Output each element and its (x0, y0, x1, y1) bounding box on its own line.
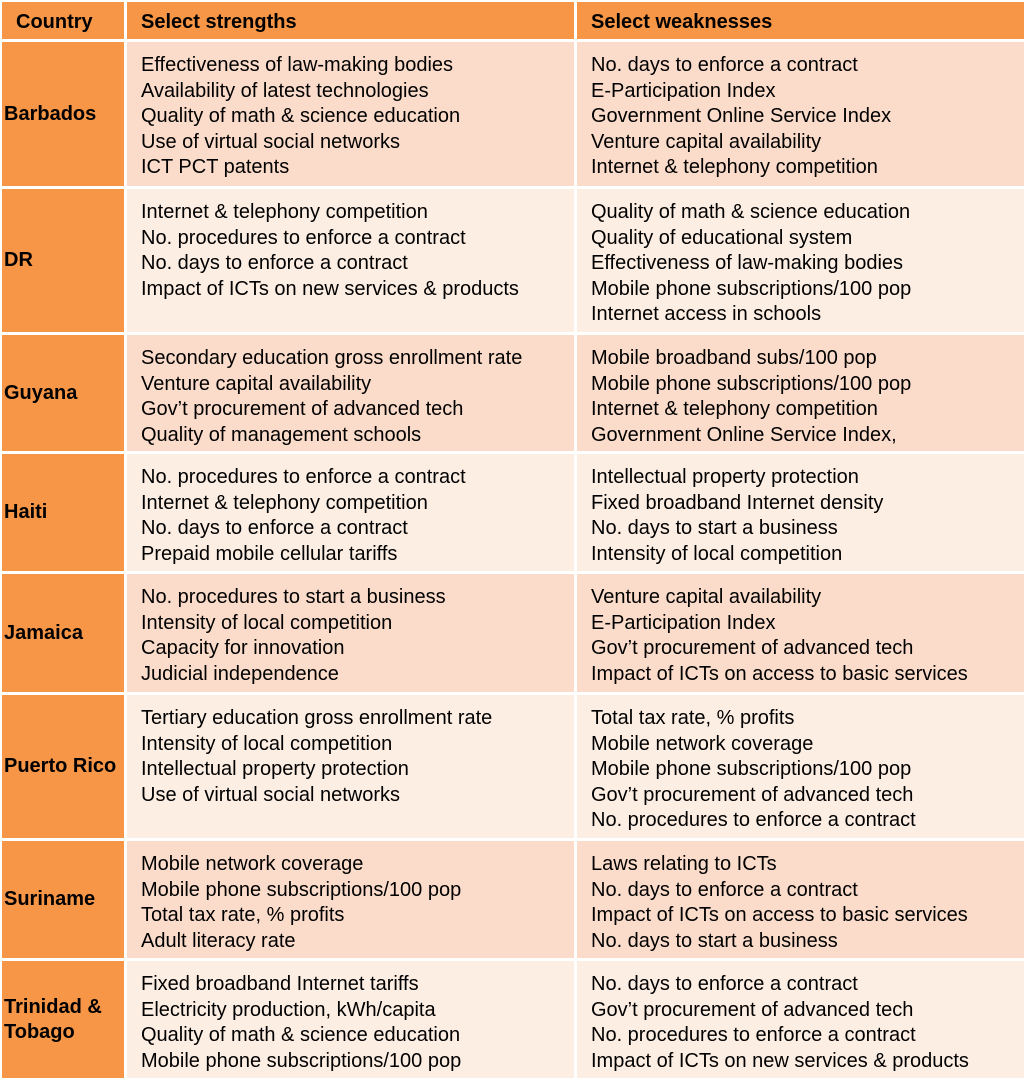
country-cell: Haiti (2, 454, 124, 571)
weakness-item: Fixed broadband Internet density (591, 491, 884, 514)
weakness-item: Venture capital availability (591, 130, 822, 153)
strength-item: Adult literacy rate (141, 929, 296, 952)
weaknesses-cell (577, 454, 1024, 571)
strength-item: Total tax rate, % profits (141, 904, 345, 926)
weakness-item: Gov’t procurement of advanced tech (591, 783, 914, 806)
strength-item: Intensity of local competition (141, 732, 393, 755)
strength-item: Availability of latest technologies (141, 79, 429, 102)
header-weaknesses: Select weaknesses (577, 2, 1024, 39)
strength-item: Quality of management schools (141, 423, 422, 446)
strengths-list (127, 454, 574, 567)
strength-item: No. days to enforce a contract (141, 252, 408, 274)
weaknesses-cell (577, 961, 1024, 1078)
weaknesses-cell (577, 335, 1024, 451)
weaknesses-cell (577, 841, 1024, 958)
strengths-cell (127, 454, 574, 571)
strength-item: Quality of math & science education (141, 1024, 461, 1046)
weaknesses-list (577, 695, 1024, 834)
weakness-item: E-Participation Index (591, 79, 776, 102)
strength-item: Secondary education gross enrollment rate (141, 347, 523, 369)
strengths-list (127, 42, 574, 181)
strength-item: Mobile phone subscriptions/100 pop (141, 1049, 462, 1072)
weakness-item: Quality of math & science education (591, 201, 911, 223)
weakness-item: Mobile broadband subs/100 pop (591, 347, 877, 369)
weakness-item: Government Online Service Index (591, 105, 892, 127)
weakness-item: No. procedures to enforce a contract (591, 809, 916, 831)
country-cell: DR (2, 189, 124, 332)
strengths-list (127, 841, 574, 954)
strength-item: Fixed broadband Internet tariffs (141, 973, 419, 995)
weakness-item: Internet & telephony competition (591, 398, 878, 420)
weakness-item: E-Participation Index (591, 611, 776, 634)
weaknesses-cell (577, 42, 1024, 186)
strengths-cell (127, 574, 574, 692)
strength-item: Capacity for innovation (141, 637, 345, 659)
weaknesses-list (577, 961, 1024, 1074)
country-cell: Barbados (2, 42, 124, 186)
country-cell: Suriname (2, 841, 124, 958)
strength-item: ICT PCT patents (141, 156, 290, 178)
weakness-item: Mobile network coverage (591, 732, 814, 755)
country-cell: Trinidad & Tobago (2, 961, 124, 1078)
weakness-item: Laws relating to ICTs (591, 853, 777, 875)
strength-item: Electricity production, kWh/capita (141, 998, 436, 1021)
strength-item: Gov’t procurement of advanced tech (141, 398, 464, 420)
header-country: Country (2, 2, 124, 39)
strengths-cell (127, 841, 574, 958)
weaknesses-cell (577, 695, 1024, 838)
weaknesses-list (577, 335, 1024, 448)
strength-item: Mobile network coverage (141, 853, 364, 875)
strength-item: Prepaid mobile cellular tariffs (141, 542, 398, 565)
strength-item: Intensity of local competition (141, 611, 393, 634)
weakness-item: Intellectual property protection (591, 466, 859, 488)
strength-item: Tertiary education gross enrollment rate (141, 707, 493, 729)
strengths-cell (127, 189, 574, 332)
strengths-list (127, 189, 574, 302)
strength-item: No. procedures to enforce a contract (141, 466, 466, 488)
weakness-item: Impact of ICTs on access to basic services (591, 904, 968, 926)
strengths-cell (127, 695, 574, 838)
strengths-list (127, 335, 574, 448)
weakness-item: Total tax rate, % profits (591, 707, 795, 729)
weakness-item: No. days to start a business (591, 929, 838, 952)
strength-item: No. days to enforce a contract (141, 517, 408, 539)
weakness-item: Mobile phone subscriptions/100 pop (591, 758, 912, 780)
weakness-item: Government Online Service Index, (591, 423, 897, 446)
strength-item: No. procedures to enforce a contract (141, 226, 466, 249)
country-cell: Guyana (2, 335, 124, 451)
strength-item: Internet & telephony competition (141, 491, 428, 514)
weaknesses-list (577, 841, 1024, 954)
weakness-item: Quality of educational system (591, 226, 853, 249)
header-strengths: Select strengths (127, 2, 574, 39)
weaknesses-list (577, 574, 1024, 687)
weakness-item: Impact of ICTs on access to basic services (591, 662, 968, 685)
weaknesses-cell (577, 574, 1024, 692)
weakness-item: Intensity of local competition (591, 542, 843, 565)
weakness-item: Venture capital availability (591, 586, 822, 608)
strength-item: Venture capital availability (141, 372, 372, 395)
strengths-list (127, 961, 574, 1074)
weakness-item: Gov’t procurement of advanced tech (591, 998, 914, 1021)
strength-item: Internet & telephony competition (141, 201, 428, 223)
weaknesses-list (577, 42, 1024, 181)
weakness-item: No. days to start a business (591, 517, 838, 539)
strength-item: No. procedures to start a business (141, 586, 446, 608)
weakness-item: Gov’t procurement of advanced tech (591, 637, 914, 659)
strength-item: Effectiveness of law-making bodies (141, 54, 454, 76)
weaknesses-list (577, 454, 1024, 567)
weakness-item: No. procedures to enforce a contract (591, 1024, 916, 1046)
strengths-list (127, 574, 574, 687)
weaknesses-cell (577, 189, 1024, 332)
weakness-item: Impact of ICTs on new services & products (591, 1049, 969, 1072)
strength-item: Use of virtual social networks (141, 130, 400, 153)
weakness-item: Effectiveness of law-making bodies (591, 252, 904, 274)
strength-item: Quality of math & science education (141, 105, 461, 127)
strengths-cell (127, 42, 574, 186)
weakness-item: Internet & telephony competition (591, 156, 878, 178)
weaknesses-list (577, 189, 1024, 328)
strength-item: Use of virtual social networks (141, 783, 400, 806)
strengths-list (127, 695, 574, 808)
strengths-cell (127, 961, 574, 1078)
weakness-item: No. days to enforce a contract (591, 878, 858, 901)
weakness-item: Mobile phone subscriptions/100 pop (591, 372, 912, 395)
weakness-item: No. days to enforce a contract (591, 54, 858, 76)
weakness-item: Mobile phone subscriptions/100 pop (591, 277, 912, 300)
strength-item: Mobile phone subscriptions/100 pop (141, 878, 462, 901)
weakness-item: Internet access in schools (591, 303, 822, 325)
strength-item: Impact of ICTs on new services & products (141, 277, 519, 300)
country-cell: Jamaica (2, 574, 124, 692)
weakness-item: No. days to enforce a contract (591, 973, 858, 995)
strengths-cell (127, 335, 574, 451)
strength-item: Intellectual property protection (141, 758, 409, 780)
country-cell: Puerto Rico (2, 695, 124, 838)
strength-item: Judicial independence (141, 662, 339, 685)
